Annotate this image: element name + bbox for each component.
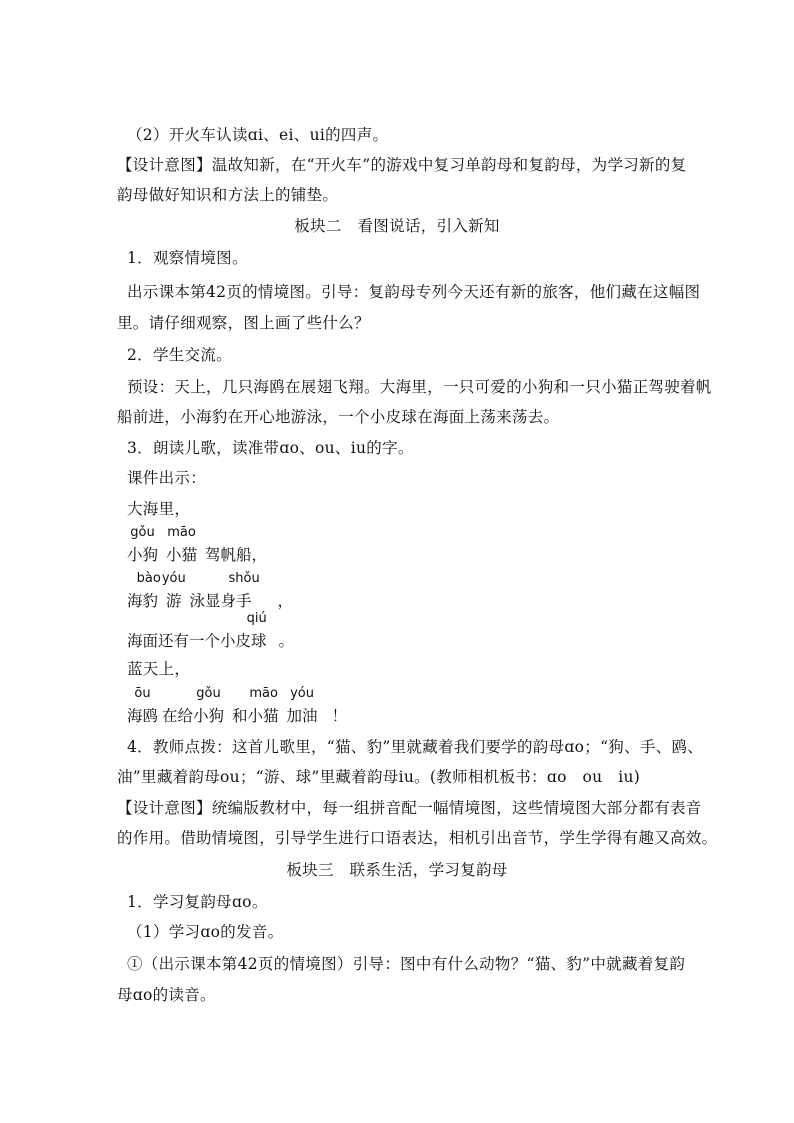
poem-line: 蓝天上， (127, 660, 191, 678)
poem-line-pinyin (127, 686, 348, 726)
poem-word: ōu 海鸥 (127, 686, 159, 725)
poem-word: gǒu 小狗 (127, 525, 159, 564)
pinyin-annotation: yóu (161, 571, 186, 586)
paragraph-line: 的作用。借助情境图，引导学生进行口语表达，相机引出音节，学生学得有趣又高效。 (117, 829, 718, 847)
poem-word: 驾帆船， (205, 546, 268, 564)
poem-word: shǒu 泳显身手 (189, 571, 260, 610)
paragraph-line: 3．朗读儿歌，读准带ɑo、ou、iu的字。 (127, 439, 414, 457)
poem-word: māo 小猫 (166, 525, 198, 564)
paragraph-line: 4．教师点拨：这首儿歌里，“猫、豹”里就藏着我们要学的韵母ɑo；“狗、手、鸥、 (127, 738, 704, 756)
paragraph-line: 油”里藏着韵母ou；“游、球”里藏着韵母iu。(教师相机板书：ɑo ou iu) (117, 768, 641, 786)
pinyin-annotation: gǒu (196, 686, 221, 701)
paragraph-line: （2）开火车认读ɑi、ei、ui的四声。 (127, 126, 389, 144)
paragraph-line: 1．观察情境图。 (127, 249, 248, 267)
pinyin-annotation: māo (167, 525, 196, 540)
poem-line-pinyin (127, 611, 295, 651)
poem-word: ！ (331, 707, 348, 725)
poem-word: yóu 加油 (286, 686, 318, 725)
poem-line-pinyin (127, 571, 294, 611)
pinyin-annotation: gǒu (130, 525, 155, 540)
poem-line-pinyin (127, 525, 268, 565)
design-intent-paragraph: 【设计意图】统编版教材中，每一组拼音配一幅情境图，这些情境图大部分都有表音 (117, 799, 702, 817)
section-heading-3: 板块三 联系生活，学习复韵母 (286, 861, 508, 879)
poem-word: 。 (278, 632, 295, 650)
paragraph-line: ①（出示课本第42页的情境图）引导：图中有什么动物？“猫、豹”中就藏着复韵 (127, 955, 686, 973)
pinyin-annotation: ōu (134, 686, 151, 701)
paragraph-line: 2．学生交流。 (127, 346, 232, 364)
pinyin-annotation: shǒu (228, 571, 260, 586)
paragraph-line: 课件出示： (127, 469, 207, 487)
paragraph-line: 母ɑo的读音。 (117, 986, 216, 1004)
poem-word: yóu 游 (161, 571, 186, 610)
poem-word: qiú 海面还有一个小皮球 (127, 611, 267, 650)
poem-word: bào 海豹 (127, 571, 161, 610)
paragraph-line: 韵母做好知识和方法上的铺垫。 (117, 186, 339, 204)
paragraph-line: 出示课本第42页的情境图。引导：复韵母专列今天还有新的旅客，他们藏在这幅图 (127, 283, 701, 301)
pinyin-annotation: māo (249, 686, 278, 701)
poem-word: māo 和小猫 (232, 686, 279, 725)
pinyin-annotation: bào (136, 571, 161, 586)
section-heading-2: 板块二 看图说话，引入新知 (294, 217, 500, 235)
paragraph-line: 预设：天上，几只海鸥在展翅飞翔。大海里，一只可爱的小狗和一只小猫正驾驶着帆 (127, 378, 712, 396)
pinyin-annotation: yóu (290, 686, 314, 701)
poem-word: gǒu 在给小狗 (162, 686, 225, 725)
paragraph-line: 船前进，小海豹在开心地游泳，一个小皮球在海面上荡来荡去。 (117, 408, 560, 426)
poem-word: ， (277, 592, 294, 610)
paragraph-line: 1．学习复韵母ɑo。 (127, 893, 268, 911)
design-intent-paragraph: 【设计意图】温故知新，在“开火车”的游戏中复习单韵母和复韵母，为学习新的复 (117, 156, 687, 174)
paragraph-line: 里。请仔细观察，图上画了些什么？ (117, 314, 370, 332)
pinyin-annotation: qiú (246, 611, 267, 626)
poem-line: 大海里， (127, 500, 191, 518)
paragraph-line: （1）学习ɑo的发音。 (127, 923, 284, 941)
